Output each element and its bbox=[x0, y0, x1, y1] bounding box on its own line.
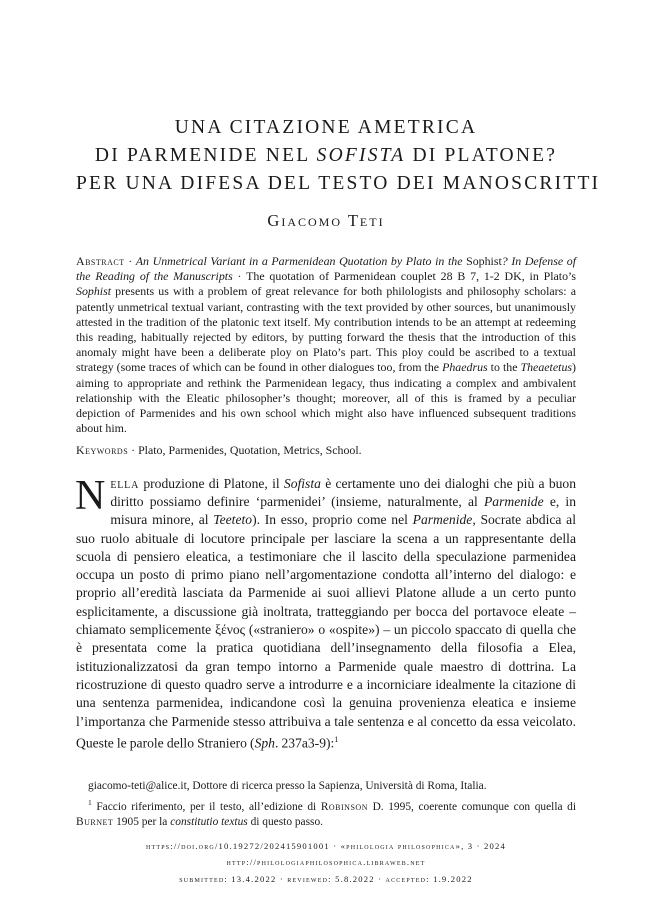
author-name: Giacomo Teti bbox=[267, 211, 385, 230]
body-parmenide-2: Parmenide bbox=[412, 512, 473, 528]
abstract-title-part-2: ? In Defense of the Reading of the Manuscripts bbox=[76, 254, 576, 284]
body-text-5: , Socrate abdica al suo ruolo abituale di locutore principale per lasciare la scena a un rappresentante della scuola di pensiero eleatica, a testimoniare che il lascito della speculazione parmenidea occupa un posto di primo piano nell’argomentazione condotta all’interno del dialogo: e proprio all’eredità lasciata da Parmenide ai suoi allievi Platone allude a un certo punto esplicitamente, a discussione già inoltrata, tratteggiando per bocca del portavoce eleate – chiamato semplicemente ξένος («straniero» o «ospite») – un piccolo spaccato di quella che è presentata come la pratica quotidiana dell’insegnamento della filosofia a Elea, istituzionalizzatosi da gran tempo intorno a Parmenide quale maestro di dottrina. La ricostruzione di questo quadro serve a introdurre e a incorniciare idealmente la citazione di una sentenza parmenidea, indicandone così la genuina provenienza eleatica e insieme l’importanza che Parmenide stesso attribuiva a tale sentenza e al concetto da essa veicolato. Queste le parole dello Straniero ( bbox=[76, 512, 576, 751]
abstract-theaetetus: Theaetetus bbox=[520, 360, 573, 375]
keywords-label: Keywords bbox=[76, 443, 129, 458]
dates-line: submitted: 13.4.2022 · reviewed: 5.8.2022 · accepted: 1.9.2022 bbox=[179, 873, 473, 884]
abstract-label: Abstract bbox=[76, 254, 125, 268]
website-line[interactable]: http://philologiaphilosophica.libraweb.net bbox=[226, 857, 426, 868]
abstract-text-1: The quotation of Parmenidean couplet 28 B 7, 1-2 DK, in Plato’s bbox=[246, 269, 576, 284]
keywords-text: Plato, Parmenides, Quotation, Metrics, School. bbox=[138, 443, 362, 458]
abstract-sophist: Sophist bbox=[76, 284, 112, 299]
drop-cap: N bbox=[75, 472, 106, 519]
keywords bbox=[76, 443, 576, 458]
doi-line[interactable]: https://doi.org/10.19272/202415901001 · «philologia philosophica», 3 · 2024 bbox=[145, 840, 507, 851]
title-italic-sofista: SOFISTA bbox=[316, 145, 406, 166]
footnote-robinson: Robinson bbox=[320, 801, 368, 814]
abstract-phaedrus: Phaedrus bbox=[442, 360, 488, 375]
title-line-3: PER UNA DIFESA DEL TESTO DEI MANOSCRITTI bbox=[76, 173, 601, 194]
abstract-separator-2: · bbox=[232, 269, 247, 284]
abstract-title-sophist: Sophist bbox=[466, 254, 502, 268]
footnote-text-3: 1905 per la bbox=[113, 816, 171, 829]
footnotes bbox=[76, 779, 576, 830]
footnote-ref[interactable]: 1 bbox=[334, 734, 339, 744]
footnote-1 bbox=[76, 796, 576, 829]
body-text-3: e, in misura minore, al bbox=[110, 493, 576, 528]
title-line-2-end: DI PLATONE? bbox=[405, 145, 558, 166]
abstract-title-part-1: An Unmetrical Variant in a Parmenidean Quotation by Plato in the bbox=[135, 254, 467, 268]
title-line-2-start: DI PARMENIDE NEL bbox=[94, 145, 317, 166]
body-paragraph bbox=[75, 472, 577, 753]
title-line-2 bbox=[76, 142, 576, 170]
abstract-separator: · bbox=[124, 254, 136, 268]
title-line-1: UNA CITAZIONE AMETRICA bbox=[174, 117, 478, 138]
abstract-text-3: to the bbox=[487, 360, 521, 375]
title-block bbox=[76, 0, 601, 232]
body-text-2: è certamente uno dei dialoghi che più a buon diritto possiamo definire ‘parmenidei’ (insieme, naturalmente, al bbox=[110, 475, 577, 509]
body-text-6: . 237a3-9): bbox=[274, 735, 335, 751]
body-text-4: ). In esso, proprio come nel bbox=[252, 512, 413, 528]
footnote-text-4: di questo passo. bbox=[247, 816, 324, 829]
footnote-number: 1 bbox=[88, 798, 92, 808]
footnote-burnet: Burnet bbox=[76, 816, 114, 829]
abstract-text-2: presents us with a problem of great relevance for both philologists and philosophy scholars: a patently unmetrical textual variant, contrasting with the text provided by other sources, but unanimously attested in the tradition of the platonic text itself. My contribution intends to be an attempt at redeeming this reading, habitually rejected by editors, by putting forward the thesis that the introduction of this anomaly might have been a deliberate ploy on Plato’s part. This ploy could be ascribed to a textual strategy (some traces of which can be found in other dialogues too, from the bbox=[76, 284, 576, 375]
footnote-constitutio: constitutio textus bbox=[170, 816, 248, 829]
footnote-text-1: Faccio riferimento, per il testo, all’edizione di bbox=[91, 801, 321, 814]
author-affiliation-note: giacomo-teti@alice.it, Dottore di ricerca presso la Sapienza, Università di Roma, Italia. bbox=[88, 779, 487, 792]
body-sofista: Sofista bbox=[283, 475, 321, 491]
keywords-separator: · bbox=[128, 443, 139, 458]
footnote-text-2: D. 1995, coerente comunque con quella di bbox=[367, 801, 576, 814]
drop-word: ella bbox=[110, 475, 140, 491]
body-sph: Sph bbox=[254, 735, 275, 751]
body-text-1: produzione di Platone, il bbox=[139, 475, 284, 491]
body-parmenide-1: Parmenide bbox=[483, 493, 544, 509]
abstract bbox=[76, 254, 576, 436]
abstract-text-4: ) aiming to appropriate and rethink the Parmenidean legacy, thus indicating a complex and ambivalent relationship with the Eleatic philosopher’s thought; moreover, all of this is framed by a peculiar depiction of Parmenides and his own school which might also have influenced subsequent traditions about him. bbox=[76, 360, 576, 436]
body-teeteto: Teeteto bbox=[213, 512, 253, 528]
page-footer bbox=[76, 838, 576, 888]
